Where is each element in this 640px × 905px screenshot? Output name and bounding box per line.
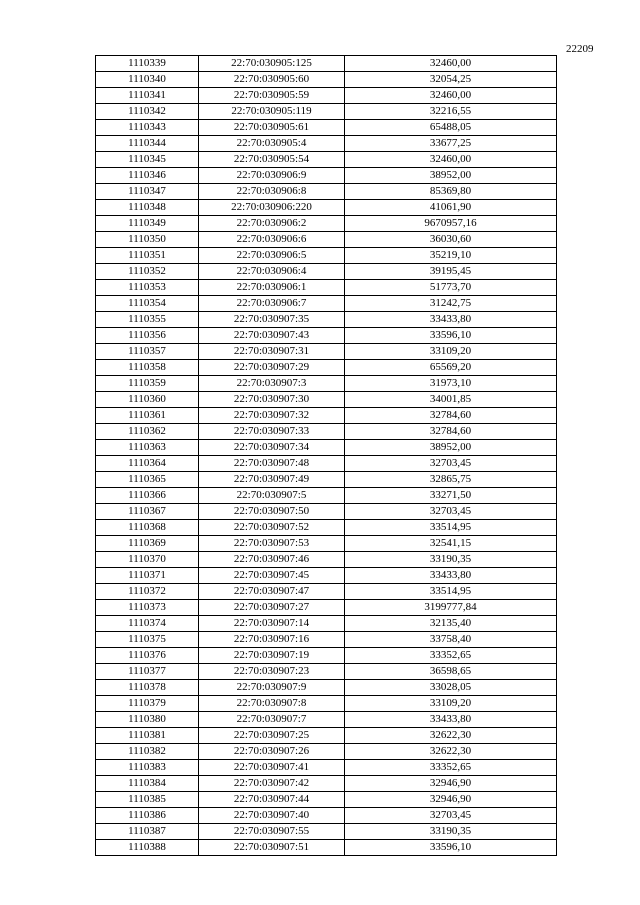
table-row: [96, 760, 557, 776]
cadastral-number-cell: 22:70:030907:29: [199, 360, 345, 376]
cadastral-number-cell: 22:70:030906:8: [199, 184, 345, 200]
table-row: [96, 632, 557, 648]
table-row: [96, 264, 557, 280]
cadastral-value-cell: 33109,20: [345, 696, 557, 712]
cadastral-number-cell: 22:70:030907:25: [199, 728, 345, 744]
cadastral-value-cell: 65488,05: [345, 120, 557, 136]
row-number-cell: 1110379: [96, 696, 199, 712]
table-row: [96, 136, 557, 152]
row-number-cell: 1110357: [96, 344, 199, 360]
cadastral-value-cell: 39195,45: [345, 264, 557, 280]
cadastral-number-cell: 22:70:030907:14: [199, 616, 345, 632]
table-row: [96, 392, 557, 408]
cadastral-value-cell: 32865,75: [345, 472, 557, 488]
cadastral-number-cell: 22:70:030907:27: [199, 600, 345, 616]
table-row: [96, 72, 557, 88]
row-number-cell: 1110363: [96, 440, 199, 456]
row-number-cell: 1110355: [96, 312, 199, 328]
row-number-cell: 1110375: [96, 632, 199, 648]
table-row: [96, 328, 557, 344]
cadastral-number-cell: 22:70:030906:220: [199, 200, 345, 216]
cadastral-value-cell: 32541,15: [345, 536, 557, 552]
row-number-cell: 1110359: [96, 376, 199, 392]
cadastral-number-cell: 22:70:030905:59: [199, 88, 345, 104]
cadastral-value-cell: 32054,25: [345, 72, 557, 88]
cadastral-number-cell: 22:70:030907:23: [199, 664, 345, 680]
table-row: [96, 520, 557, 536]
table-row: [96, 472, 557, 488]
cadastral-number-cell: 22:70:030907:31: [199, 344, 345, 360]
cadastral-value-cell: 32460,00: [345, 152, 557, 168]
cadastral-number-cell: 22:70:030907:51: [199, 840, 345, 856]
cadastral-number-cell: 22:70:030906:9: [199, 168, 345, 184]
table-row: [96, 648, 557, 664]
table-row: [96, 728, 557, 744]
cadastral-value-cell: 32703,45: [345, 504, 557, 520]
table-row: [96, 424, 557, 440]
cadastral-value-cell: 3199777,84: [345, 600, 557, 616]
row-number-cell: 1110388: [96, 840, 199, 856]
table-row: [96, 344, 557, 360]
row-number-cell: 1110341: [96, 88, 199, 104]
table-row: [96, 712, 557, 728]
cadastral-value-cell: 51773,70: [345, 280, 557, 296]
table-row: [96, 184, 557, 200]
cadastral-number-cell: 22:70:030907:47: [199, 584, 345, 600]
cadastral-value-cell: 32784,60: [345, 408, 557, 424]
table-row: [96, 488, 557, 504]
cadastral-value-cell: 38952,00: [345, 168, 557, 184]
cadastral-number-cell: 22:70:030906:5: [199, 248, 345, 264]
cadastral-number-cell: 22:70:030907:44: [199, 792, 345, 808]
row-number-cell: 1110361: [96, 408, 199, 424]
table-row: [96, 216, 557, 232]
row-number-cell: 1110366: [96, 488, 199, 504]
cadastral-number-cell: 22:70:030907:50: [199, 504, 345, 520]
table-row: [96, 312, 557, 328]
row-number-cell: 1110372: [96, 584, 199, 600]
row-number-cell: 1110369: [96, 536, 199, 552]
row-number-cell: 1110380: [96, 712, 199, 728]
row-number-cell: 1110365: [96, 472, 199, 488]
row-number-cell: 1110342: [96, 104, 199, 120]
cadastral-value-cell: 33190,35: [345, 552, 557, 568]
cadastral-number-cell: 22:70:030907:35: [199, 312, 345, 328]
row-number-cell: 1110356: [96, 328, 199, 344]
table-row: [96, 248, 557, 264]
cadastral-number-cell: 22:70:030907:9: [199, 680, 345, 696]
row-number-cell: 1110384: [96, 776, 199, 792]
cadastral-number-cell: 22:70:030907:16: [199, 632, 345, 648]
cadastral-value-cell: 33190,35: [345, 824, 557, 840]
cadastral-value-cell: 32703,45: [345, 808, 557, 824]
cadastral-value-cell: 33433,80: [345, 312, 557, 328]
cadastral-number-cell: 22:70:030907:42: [199, 776, 345, 792]
row-number-cell: 1110349: [96, 216, 199, 232]
table-row: [96, 616, 557, 632]
table-row: [96, 232, 557, 248]
table-row: [96, 792, 557, 808]
cadastral-value-cell: 33352,65: [345, 648, 557, 664]
cadastral-value-cell: 36030,60: [345, 232, 557, 248]
cadastral-number-cell: 22:70:030907:52: [199, 520, 345, 536]
row-number-cell: 1110378: [96, 680, 199, 696]
row-number-cell: 1110351: [96, 248, 199, 264]
table-row: [96, 680, 557, 696]
row-number-cell: 1110345: [96, 152, 199, 168]
cadastral-number-cell: 22:70:030907:48: [199, 456, 345, 472]
cadastral-value-cell: 36598,65: [345, 664, 557, 680]
cadastral-number-cell: 22:70:030906:4: [199, 264, 345, 280]
cadastral-number-cell: 22:70:030905:4: [199, 136, 345, 152]
cadastral-value-cell: 33596,10: [345, 840, 557, 856]
table-row: [96, 104, 557, 120]
row-number-cell: 1110371: [96, 568, 199, 584]
row-number-cell: 1110340: [96, 72, 199, 88]
row-number-cell: 1110373: [96, 600, 199, 616]
row-number-cell: 1110339: [96, 56, 199, 72]
row-number-cell: 1110383: [96, 760, 199, 776]
cadastral-value-cell: 33109,20: [345, 344, 557, 360]
cadastral-number-cell: 22:70:030907:5: [199, 488, 345, 504]
cadastral-number-cell: 22:70:030907:55: [199, 824, 345, 840]
row-number-cell: 1110358: [96, 360, 199, 376]
cadastral-number-cell: 22:70:030907:43: [199, 328, 345, 344]
table-row: [96, 376, 557, 392]
row-number-cell: 1110362: [96, 424, 199, 440]
cadastral-number-cell: 22:70:030907:30: [199, 392, 345, 408]
table-row: [96, 360, 557, 376]
table-row: [96, 456, 557, 472]
row-number-cell: 1110376: [96, 648, 199, 664]
cadastral-number-cell: 22:70:030907:40: [199, 808, 345, 824]
row-number-cell: 1110343: [96, 120, 199, 136]
row-number-cell: 1110354: [96, 296, 199, 312]
cadastral-number-cell: 22:70:030905:119: [199, 104, 345, 120]
cadastral-number-cell: 22:70:030907:46: [199, 552, 345, 568]
row-number-cell: 1110347: [96, 184, 199, 200]
table-row: [96, 552, 557, 568]
table-row: [96, 296, 557, 312]
table-row: [96, 776, 557, 792]
table-row: [96, 440, 557, 456]
cadastral-value-cell: 33514,95: [345, 520, 557, 536]
cadastral-value-cell: 32784,60: [345, 424, 557, 440]
table-row: [96, 56, 557, 72]
table-row: [96, 744, 557, 760]
cadastral-number-cell: 22:70:030907:45: [199, 568, 345, 584]
cadastral-value-cell: 31973,10: [345, 376, 557, 392]
row-number-cell: 1110387: [96, 824, 199, 840]
table-row: [96, 664, 557, 680]
cadastral-number-cell: 22:70:030905:60: [199, 72, 345, 88]
cadastral-value-cell: 33028,05: [345, 680, 557, 696]
cadastral-value-cell: 38952,00: [345, 440, 557, 456]
row-number-cell: 1110367: [96, 504, 199, 520]
table-row: [96, 504, 557, 520]
cadastral-value-cell: 32460,00: [345, 56, 557, 72]
row-number-cell: 1110368: [96, 520, 199, 536]
cadastral-value-cell: 41061,90: [345, 200, 557, 216]
row-number-cell: 1110377: [96, 664, 199, 680]
table-row: [96, 808, 557, 824]
cadastral-value-cell: 33514,95: [345, 584, 557, 600]
cadastral-value-cell: 33352,65: [345, 760, 557, 776]
cadastral-number-cell: 22:70:030907:49: [199, 472, 345, 488]
cadastral-value-cell: 32135,40: [345, 616, 557, 632]
row-number-cell: 1110352: [96, 264, 199, 280]
cadastral-value-cell: 32216,55: [345, 104, 557, 120]
cadastral-number-cell: 22:70:030907:26: [199, 744, 345, 760]
cadastral-value-cell: 33271,50: [345, 488, 557, 504]
cadastral-value-cell: 85369,80: [345, 184, 557, 200]
table-row: [96, 152, 557, 168]
row-number-cell: 1110346: [96, 168, 199, 184]
cadastral-value-cell: 33596,10: [345, 328, 557, 344]
cadastral-number-cell: 22:70:030907:3: [199, 376, 345, 392]
cadastral-value-cell: 33677,25: [345, 136, 557, 152]
cadastral-number-cell: 22:70:030905:61: [199, 120, 345, 136]
cadastral-value-cell: 32946,90: [345, 776, 557, 792]
cadastral-value-cell: 65569,20: [345, 360, 557, 376]
row-number-cell: 1110385: [96, 792, 199, 808]
cadastral-value-cell: 9670957,16: [345, 216, 557, 232]
cadastral-number-cell: 22:70:030907:41: [199, 760, 345, 776]
cadastral-value-cell: 35219,10: [345, 248, 557, 264]
row-number-cell: 1110386: [96, 808, 199, 824]
cadastral-number-cell: 22:70:030907:8: [199, 696, 345, 712]
table-row: [96, 568, 557, 584]
table-row: [96, 536, 557, 552]
cadastral-number-cell: 22:70:030905:125: [199, 56, 345, 72]
cadastral-number-cell: 22:70:030907:53: [199, 536, 345, 552]
row-number-cell: 1110353: [96, 280, 199, 296]
cadastral-number-cell: 22:70:030907:33: [199, 424, 345, 440]
table-row: [96, 168, 557, 184]
cadastral-value-cell: 33758,40: [345, 632, 557, 648]
row-number-cell: 1110350: [96, 232, 199, 248]
table-row: [96, 696, 557, 712]
table-row: [96, 840, 557, 856]
row-number-cell: 1110381: [96, 728, 199, 744]
page-number: 22209: [566, 43, 594, 55]
table-row: [96, 200, 557, 216]
table-row: [96, 824, 557, 840]
cadastral-number-cell: 22:70:030906:1: [199, 280, 345, 296]
row-number-cell: 1110344: [96, 136, 199, 152]
cadastral-value-cell: 32460,00: [345, 88, 557, 104]
row-number-cell: 1110370: [96, 552, 199, 568]
table-row: [96, 88, 557, 104]
row-number-cell: 1110364: [96, 456, 199, 472]
cadastral-number-cell: 22:70:030907:34: [199, 440, 345, 456]
row-number-cell: 1110360: [96, 392, 199, 408]
table-row: [96, 584, 557, 600]
cadastral-value-cell: 32946,90: [345, 792, 557, 808]
cadastral-value-cell: 32703,45: [345, 456, 557, 472]
table-body: [96, 56, 557, 856]
table-row: [96, 600, 557, 616]
cadastral-number-cell: 22:70:030907:19: [199, 648, 345, 664]
cadastral-number-cell: 22:70:030906:2: [199, 216, 345, 232]
table-row: [96, 280, 557, 296]
row-number-cell: 1110348: [96, 200, 199, 216]
cadastral-value-cell: 32622,30: [345, 728, 557, 744]
cadastral-number-cell: 22:70:030906:6: [199, 232, 345, 248]
table-row: [96, 120, 557, 136]
table-row: [96, 408, 557, 424]
cadastral-number-cell: 22:70:030905:54: [199, 152, 345, 168]
row-number-cell: 1110374: [96, 616, 199, 632]
cadastral-value-cell: 33433,80: [345, 568, 557, 584]
cadastral-value-table: [95, 55, 557, 856]
cadastral-value-cell: 32622,30: [345, 744, 557, 760]
cadastral-value-cell: 31242,75: [345, 296, 557, 312]
row-number-cell: 1110382: [96, 744, 199, 760]
cadastral-value-cell: 34001,85: [345, 392, 557, 408]
cadastral-value-cell: 33433,80: [345, 712, 557, 728]
cadastral-number-cell: 22:70:030906:7: [199, 296, 345, 312]
cadastral-number-cell: 22:70:030907:32: [199, 408, 345, 424]
cadastral-number-cell: 22:70:030907:7: [199, 712, 345, 728]
